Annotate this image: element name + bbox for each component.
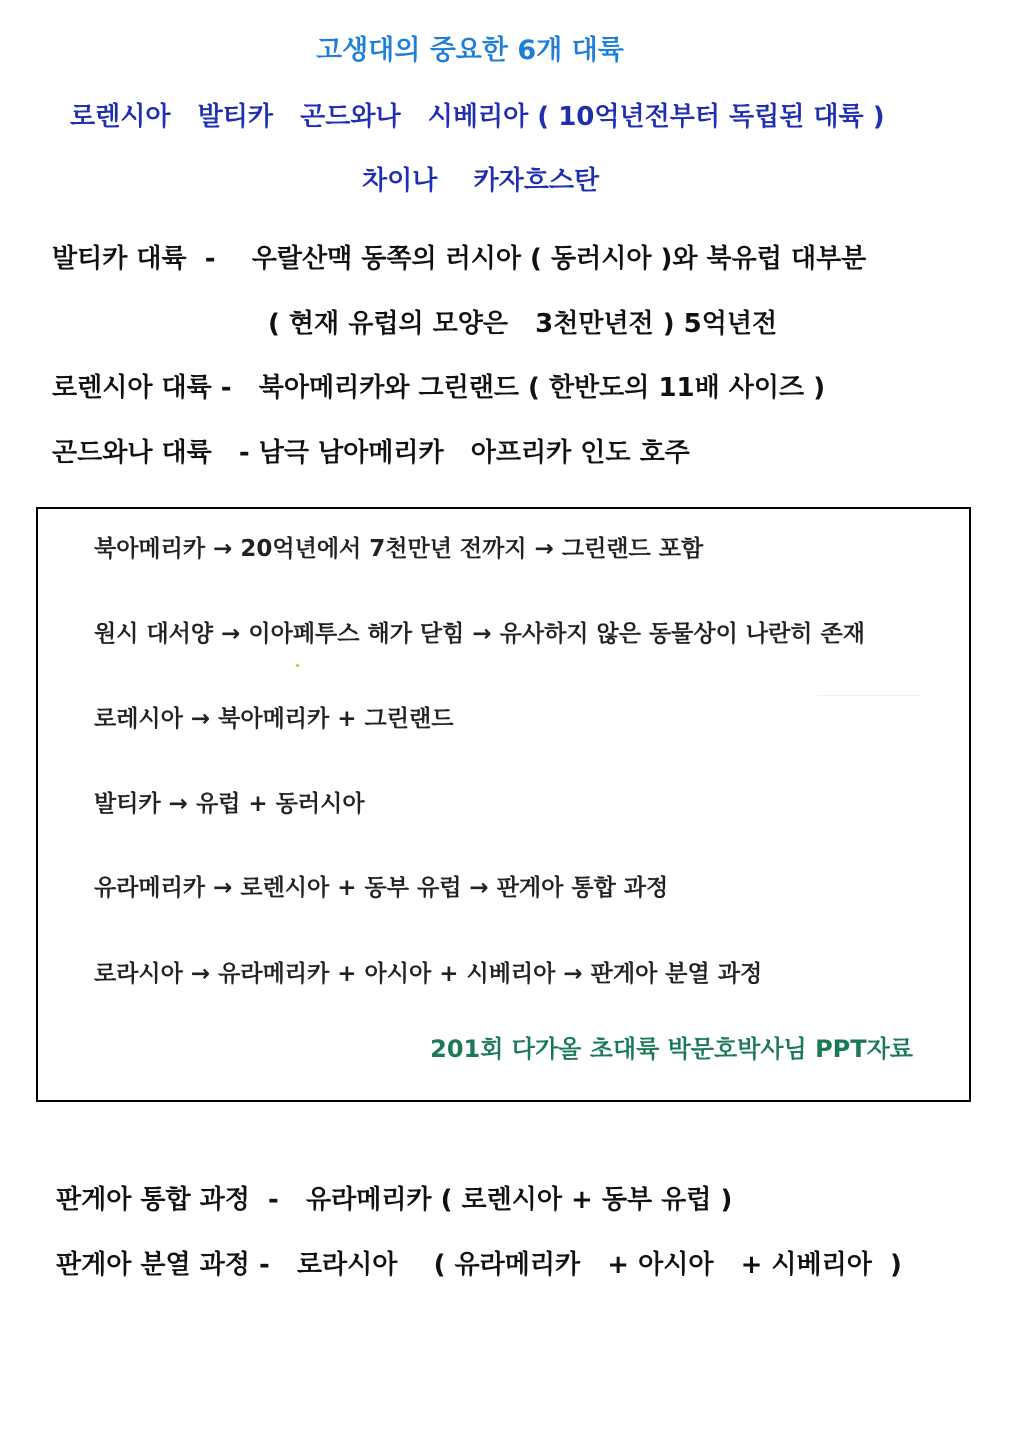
box-line: 원시 대서양 → 이아페투스 해가 닫힘 → 유사하지 않은 동물상이 나란히 존재 <box>94 621 865 647</box>
summary-box <box>36 507 971 1102</box>
stray-dot <box>296 664 299 667</box>
faint-divider <box>818 695 921 696</box>
gondwana-description: 곤드와나 대륙 - 남극 남아메리카 아프리카 인도 호주 <box>52 438 690 468</box>
pangaea-merge-line: 판게아 통합 과정 - 유라메리카 ( 로렌시아 + 동부 유럽 ) <box>56 1185 733 1215</box>
box-line: 북아메리카 → 20억년에서 7천만년 전까지 → 그린랜드 포함 <box>94 536 704 562</box>
box-line: 발티카 → 유럽 + 동러시아 <box>94 791 365 817</box>
source-credit: 201회 다가올 초대륙 박문호박사님 PPT자료 <box>430 1035 913 1063</box>
baltica-note: ( 현재 유럽의 모양은 3천만년전 ) 5억년전 <box>268 309 778 339</box>
laurentia-description: 로렌시아 대륙 - 북아메리카와 그린랜드 ( 한반도의 11배 사이즈 ) <box>52 373 826 403</box>
page-title: 고생대의 중요한 6개 대륙 <box>316 35 624 66</box>
box-line: 유라메리카 → 로렌시아 + 동부 유럽 → 판게아 통합 과정 <box>94 875 669 901</box>
continents-row-2: 차이나 카자흐스탄 <box>362 166 600 196</box>
box-line: 로레시아 → 북아메리카 + 그린랜드 <box>94 706 454 732</box>
pangaea-split-line: 판게아 분열 과정 - 로라시아 ( 유라메리카 + 아시아 + 시베리아 ) <box>56 1250 902 1280</box>
baltica-description: 발티카 대륙 - 우랄산맥 동쪽의 러시아 ( 동러시아 )와 북유럽 대부분 <box>52 244 867 274</box>
continents-row-1: 로렌시아 발티카 곤드와나 시베리아 ( 10억년전부터 독립된 대륙 ) <box>70 102 885 132</box>
box-line: 로라시아 → 유라메리카 + 아시아 + 시베리아 → 판게아 분열 과정 <box>94 961 763 987</box>
